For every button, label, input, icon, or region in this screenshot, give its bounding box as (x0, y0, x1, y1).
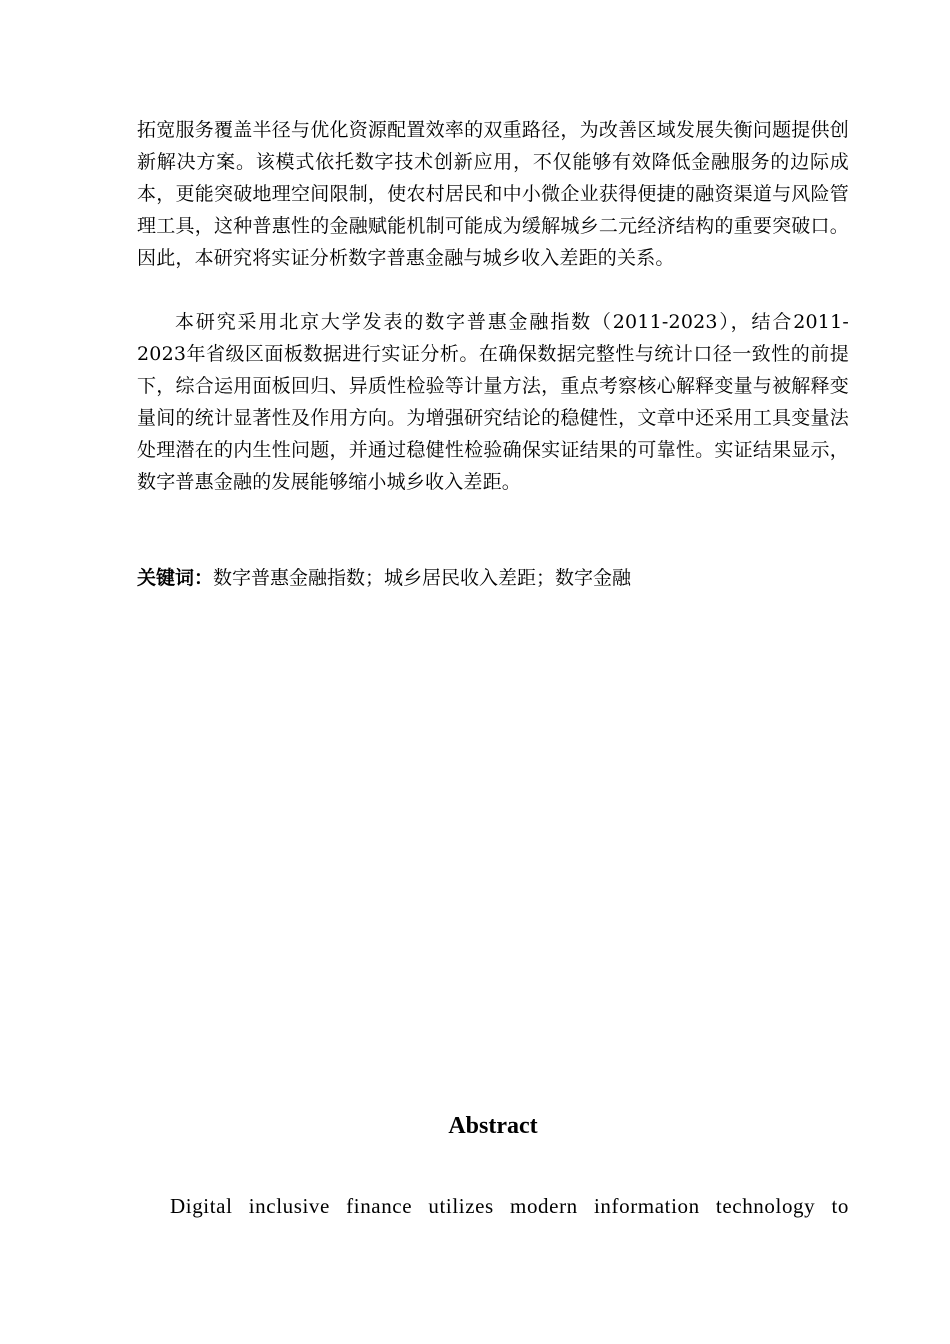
paragraph-text: 拓宽服务覆盖半径与优化资源配置效率的双重路径，为改善区域发展失衡问题提供创新解决方案。该模式依托数字技术创新应用，不仅能够有效降低金融服务的边际成本，更能突破地理空间限制，使农村居民和中小微企业获得便捷的融资渠道与风险管理工具，这种普惠性的金融赋能机制可能成为缓解城乡二元经济结构的重要突破口。因此，本研究将实证分析数字普惠金融与城乡收入差距的关系。 (137, 119, 849, 269)
english-abstract-first-line: Digital inclusive finance utilizes modern information technology to (170, 1194, 849, 1218)
chinese-abstract-paragraph-1 (137, 114, 849, 274)
keywords-line (137, 562, 849, 594)
keywords-label: 关键词： (137, 567, 214, 589)
keywords-value: 数字普惠金融指数；城乡居民收入差距；数字金融 (213, 567, 632, 589)
chinese-abstract-paragraph-2 (137, 306, 849, 498)
paragraph-text: 本研究采用北京大学发表的数字普惠金融指数（2011-2023），结合2011-2023年省级区面板数据进行实证分析。在确保数据完整性与统计口径一致性的前提下，综合运用面板回归、异质性检验等计量方法，重点考察核心解释变量与被解释变量间的统计显著性及作用方向。为增强研究结论的稳健性，文章中还采用工具变量法处理潜在的内生性问题，并通过稳健性检验确保实证结果的可靠性。实证结果显示，数字普惠金融的发展能够缩小城乡收入差距。 (137, 311, 849, 493)
abstract-heading: Abstract (448, 1113, 538, 1139)
